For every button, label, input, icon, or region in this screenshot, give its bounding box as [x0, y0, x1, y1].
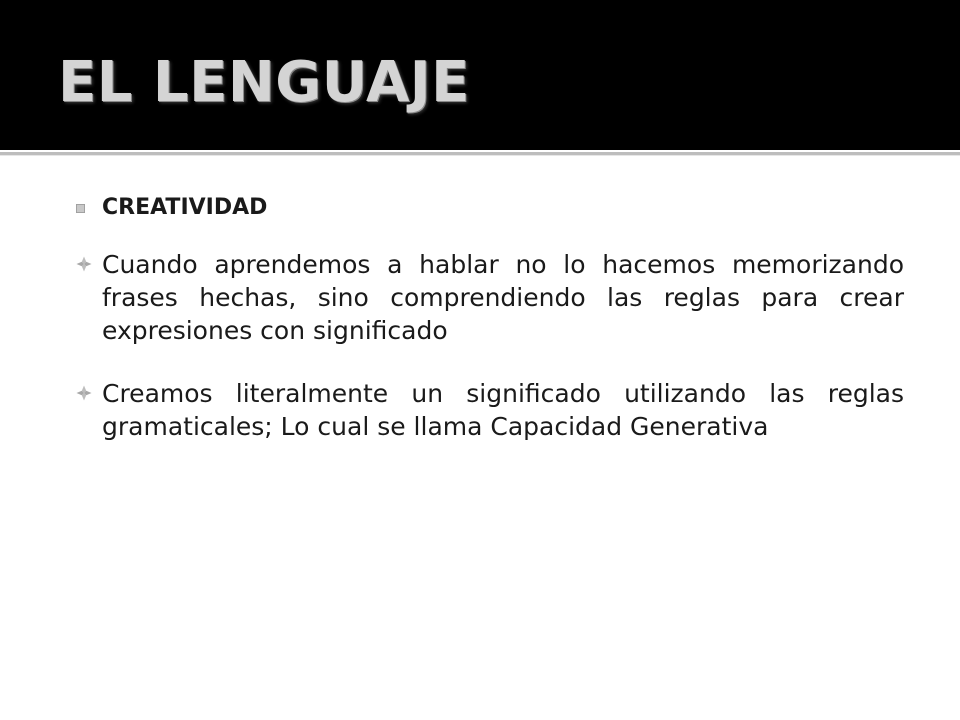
- slide-title: EL LENGUAJE: [58, 50, 470, 115]
- title-bar: [0, 0, 960, 150]
- diamond-bullet-icon: [76, 385, 92, 401]
- diamond-bullet-icon: [76, 256, 92, 272]
- square-bullet-icon: [76, 204, 85, 213]
- bullet-paragraph-1: [76, 248, 904, 347]
- slide-content: [76, 190, 904, 473]
- heading-text: CREATIVIDAD: [102, 195, 268, 220]
- bullet-paragraph-2: [76, 377, 904, 443]
- title-divider: [0, 152, 960, 156]
- paragraph-text: Cuando aprendemos a hablar no lo hacemos memorizando frases hechas, sino comprendiendo las reglas para crear expresiones con significado: [102, 250, 904, 345]
- paragraph-text: Creamos literalmente un significado utilizando las reglas gramaticales; Lo cual se llama Capacidad Generativa: [102, 379, 904, 441]
- heading-item: [76, 190, 904, 226]
